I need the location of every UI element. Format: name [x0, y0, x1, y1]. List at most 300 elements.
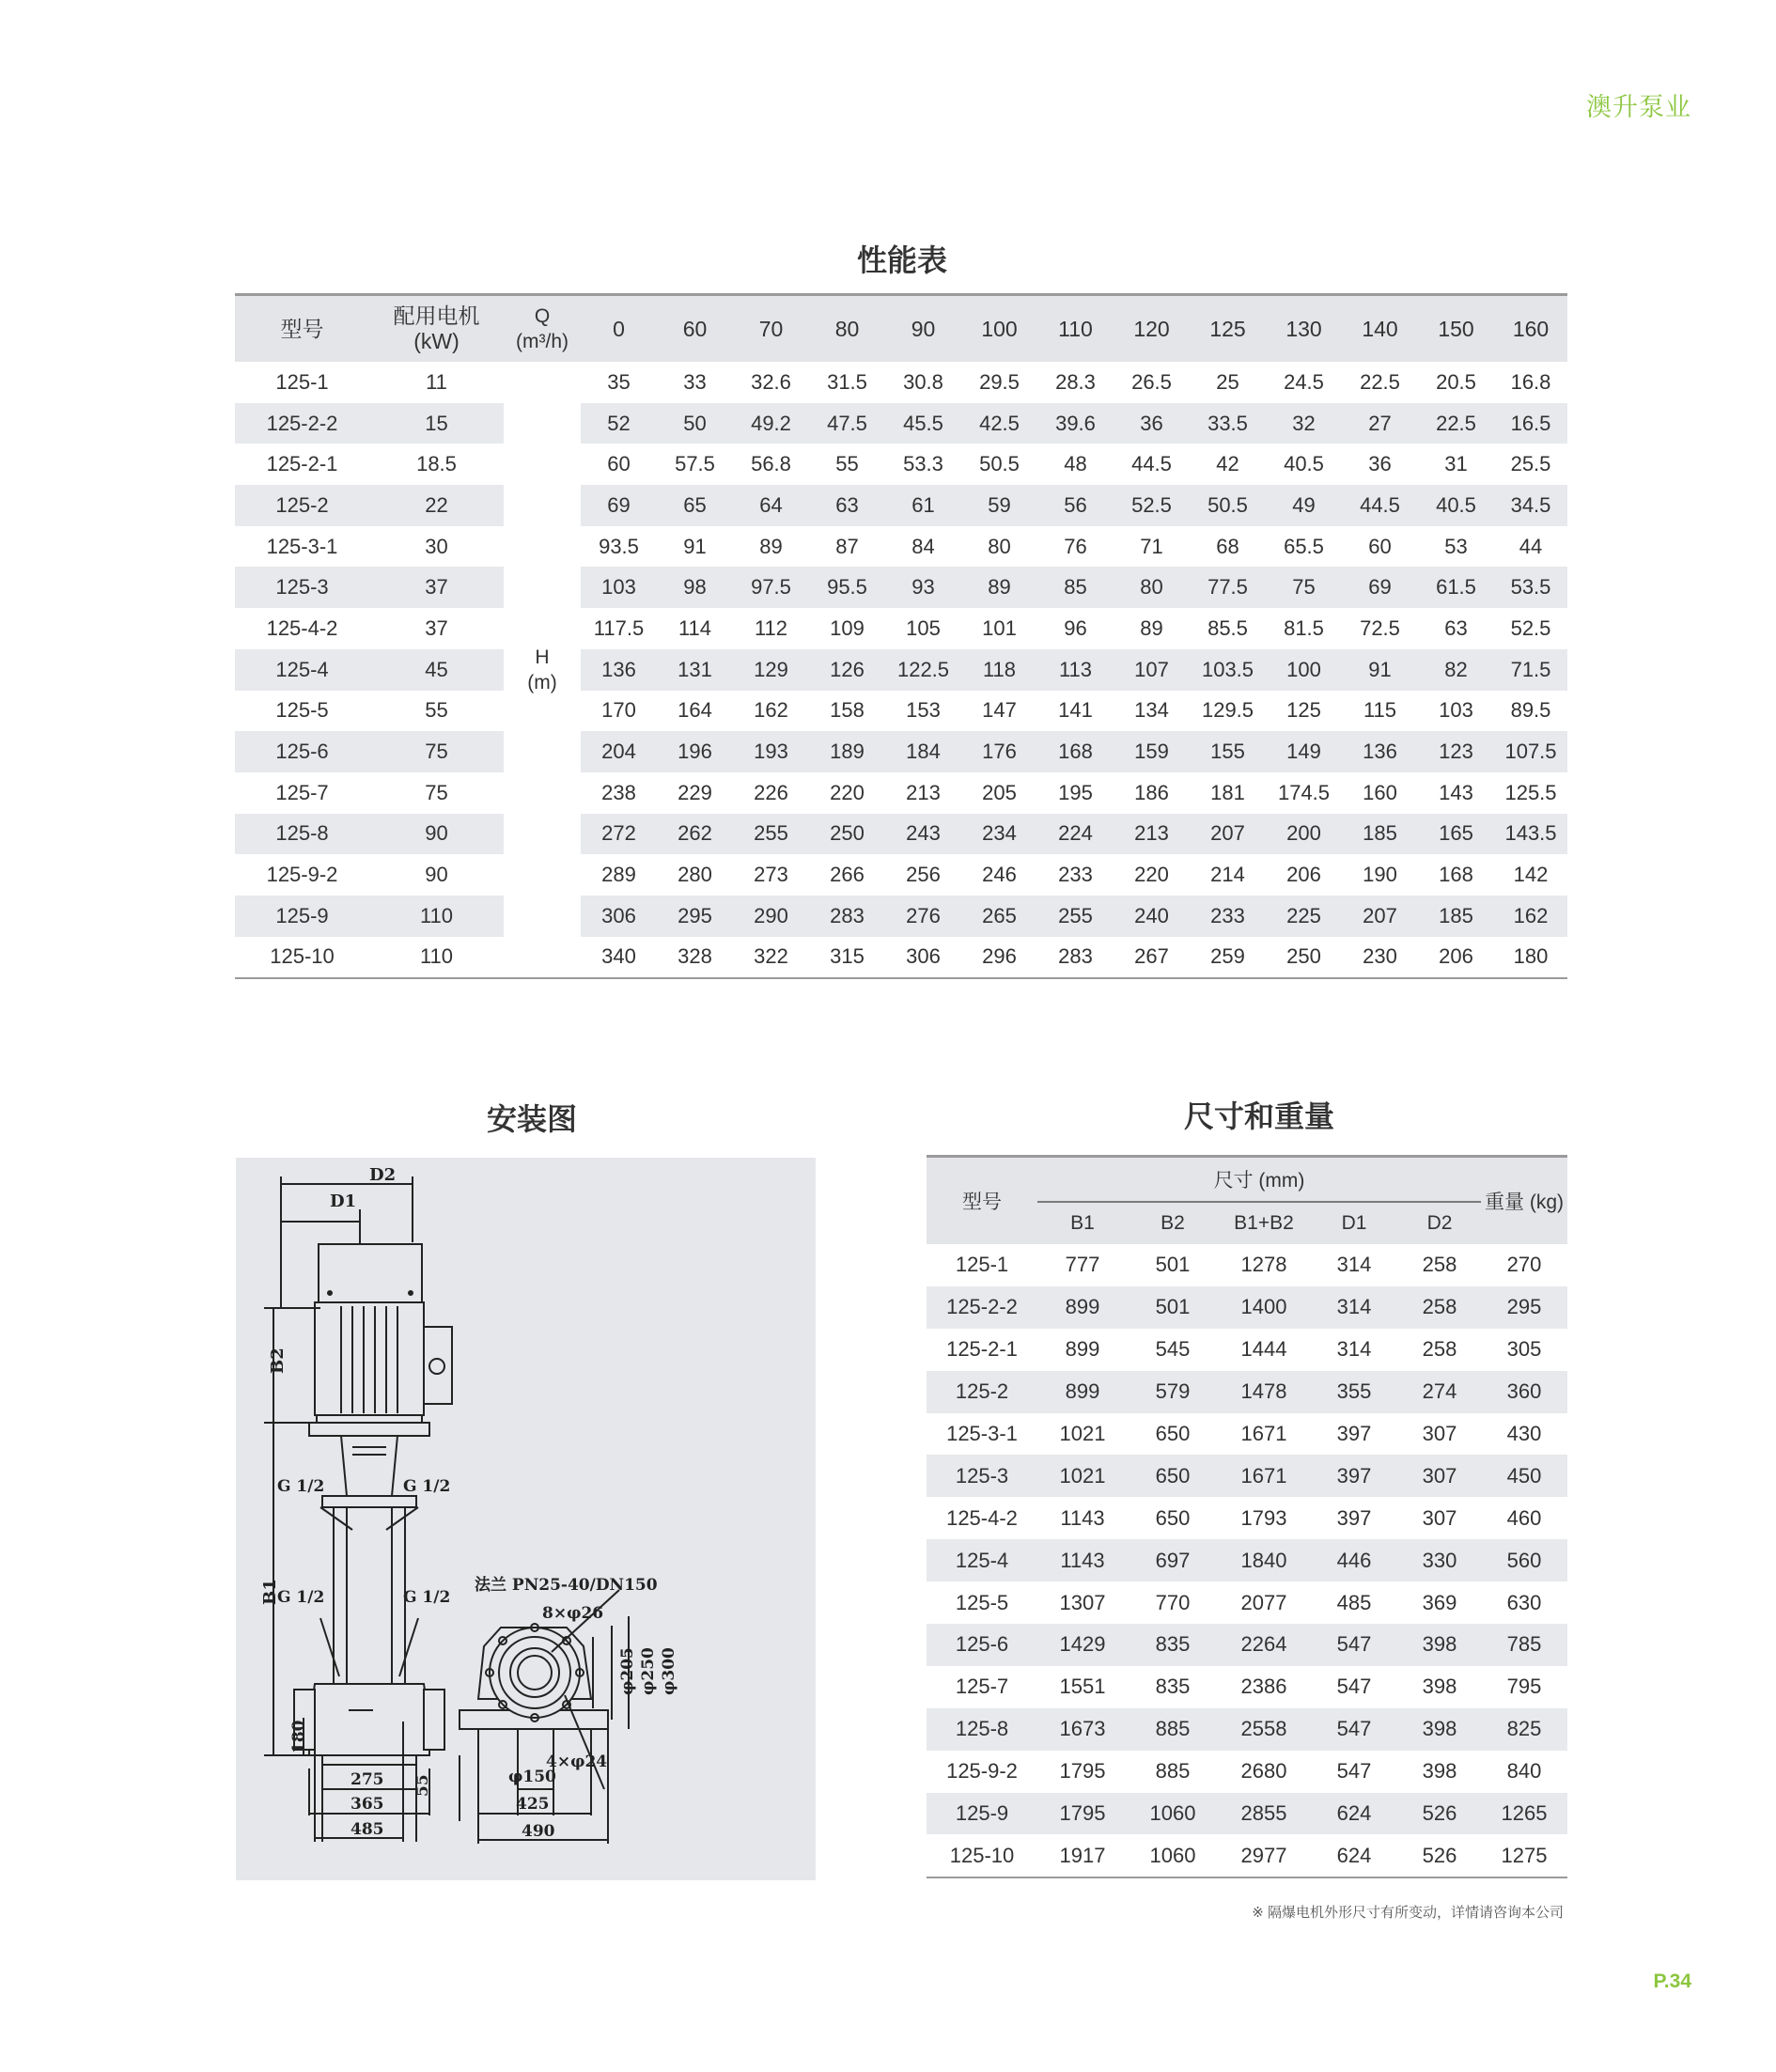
head-value-cell: 131: [657, 649, 733, 691]
dimension-cell: 258: [1422, 1337, 1457, 1362]
head-value-cell: 315: [830, 944, 865, 969]
dimension-cell: 650: [1128, 1455, 1218, 1497]
weight-cell: 270: [1506, 1253, 1542, 1277]
dimension-cell: 547: [1336, 1759, 1372, 1784]
head-value-cell: 105: [906, 615, 941, 640]
head-value-cell: 142: [1513, 863, 1549, 887]
dimension-cell: 2558: [1218, 1708, 1310, 1751]
weight-cell: 430: [1506, 1422, 1542, 1445]
head-value-cell: 112: [754, 615, 788, 640]
head-value-cell: 134: [1134, 698, 1169, 723]
motor-power-cell: 15: [369, 403, 504, 444]
weight-cell: 840: [1506, 1759, 1542, 1784]
head-value-cell: 289: [601, 863, 636, 887]
table-row: [235, 691, 1567, 732]
head-value-cell: 24.5: [1284, 369, 1324, 394]
table-row: [927, 1286, 1567, 1329]
model-cell: 125-4-2: [266, 615, 338, 640]
dimension-cell: 650: [1155, 1505, 1191, 1530]
head-value-cell: 149: [1266, 731, 1342, 772]
dimension-cell: 1307: [1059, 1590, 1106, 1614]
head-value-cell: 26.5: [1131, 369, 1172, 394]
model-cell: 125-7: [275, 780, 329, 804]
dimension-cell: 1400: [1218, 1286, 1310, 1329]
page-number: P.34: [1653, 1971, 1691, 1992]
head-value-cell: 97.5: [733, 567, 809, 608]
table-row: [927, 1455, 1567, 1497]
head-value-cell: 185: [1342, 814, 1418, 855]
dims-header-model: 型号: [927, 1157, 1037, 1245]
head-value-cell: 229: [678, 780, 712, 804]
model-cell: 125-4-2: [946, 1505, 1018, 1530]
dimension-cell: 398: [1398, 1624, 1481, 1666]
head-value-cell: 113: [1037, 649, 1114, 691]
head-value-cell: 328: [678, 944, 712, 969]
head-value-cell: 265: [961, 896, 1037, 937]
dimension-cell: 485: [1336, 1590, 1372, 1614]
head-value-cell: 16.8: [1510, 369, 1551, 394]
footnote: ※ 隔爆电机外形尺寸有所变动，详情请咨询本公司: [1252, 1905, 1564, 1921]
head-value-cell: 16.5: [1494, 403, 1567, 444]
head-value-cell: 123: [1418, 731, 1494, 772]
dimension-cell: 1551: [1059, 1675, 1106, 1699]
motor-power-cell: 37: [425, 615, 448, 640]
head-value-cell: 107: [1114, 649, 1190, 691]
head-value-cell: 280: [678, 863, 712, 887]
motor-power-cell: 90: [425, 863, 448, 887]
dimension-cell: 1478: [1218, 1371, 1310, 1413]
dimension-cell: 770: [1155, 1590, 1191, 1614]
head-value-cell: 101: [982, 615, 1017, 640]
label-flange: 法兰 PN25-40/DN150: [475, 1576, 658, 1595]
label-b2: B2: [268, 1348, 288, 1374]
dimension-cell: 1444: [1240, 1337, 1287, 1362]
model-cell: 125-10: [270, 944, 335, 969]
table-row: [927, 1244, 1567, 1286]
head-value-cell: 296: [982, 944, 1017, 969]
head-value-cell: 40.5: [1418, 485, 1494, 526]
head-value-cell: 60: [1368, 534, 1392, 558]
header-q: [504, 295, 581, 363]
dimension-cell: 526: [1422, 1843, 1457, 1867]
head-value-cell: 262: [657, 814, 733, 855]
model-cell: 125-1: [955, 1253, 1009, 1277]
table-row: [235, 731, 1567, 772]
head-value-cell: 233: [1058, 863, 1093, 887]
label-g12: G 1/2: [403, 1588, 451, 1607]
dimension-cell: 258: [1422, 1253, 1457, 1277]
dimension-cell: 330: [1398, 1539, 1481, 1581]
motor-power-cell: 75: [425, 780, 448, 804]
label-anchor-holes: 4×φ24: [546, 1753, 608, 1771]
model-cell: 125-2: [927, 1371, 1037, 1413]
head-value-cell: 189: [809, 731, 885, 772]
flow-header: 60: [657, 295, 733, 363]
head-value-cell: 33.5: [1190, 403, 1266, 444]
head-value-cell: 87: [835, 534, 859, 558]
model-cell: 125-8: [235, 814, 369, 855]
head-value-cell: 22.5: [1418, 403, 1494, 444]
label-d250: φ250: [639, 1647, 658, 1695]
model-cell: 125-10: [949, 1843, 1015, 1867]
dimension-cell: 501: [1155, 1253, 1191, 1277]
label-d300: φ300: [660, 1647, 678, 1695]
weight-cell: 795: [1506, 1675, 1542, 1699]
head-value-cell: 72.5: [1360, 615, 1400, 640]
label-275: 275: [351, 1770, 384, 1789]
head-value-cell: 52.5: [1114, 485, 1190, 526]
table-row: [927, 1751, 1567, 1793]
dimension-cell: 899: [1065, 1337, 1100, 1362]
table-row: [235, 854, 1567, 896]
head-value-cell: 25.5: [1510, 452, 1551, 476]
table-row: [927, 1539, 1567, 1581]
dims-subheader: B2: [1128, 1202, 1218, 1244]
head-value-cell: 272: [581, 814, 657, 855]
head-value-cell: 125: [1286, 698, 1321, 723]
motor-power-cell: 37: [369, 567, 504, 608]
model-cell: 125-9: [235, 896, 369, 937]
head-value-cell: 50: [657, 403, 733, 444]
dimension-cell: 1278: [1240, 1253, 1287, 1277]
head-value-cell: 95.5: [809, 567, 885, 608]
head-value-cell: 81.5: [1284, 615, 1324, 640]
head-value-cell: 143: [1439, 780, 1473, 804]
dimension-cell: 885: [1128, 1708, 1218, 1751]
dimension-cell: 526: [1398, 1793, 1481, 1835]
head-value-cell: 266: [830, 863, 865, 887]
model-cell: 125-2-2: [235, 403, 369, 444]
head-value-cell: 147: [982, 698, 1017, 723]
head-value-cell: 61.5: [1418, 567, 1494, 608]
dimension-cell: 398: [1398, 1708, 1481, 1751]
head-value-cell: 71: [1140, 534, 1163, 558]
head-value-cell: 91: [683, 534, 707, 558]
head-value-cell: 36: [1368, 452, 1392, 476]
dimension-cell: 501: [1128, 1286, 1218, 1329]
dimension-cell: 258: [1398, 1286, 1481, 1329]
head-value-cell: 31.5: [827, 369, 867, 394]
head-value-cell: 255: [733, 814, 809, 855]
head-value-cell: 234: [961, 814, 1037, 855]
flow-header: 0: [581, 295, 657, 363]
head-value-cell: 63: [1444, 615, 1468, 640]
dims-subheader: B1: [1037, 1202, 1128, 1244]
dimensions-header-row: [927, 1157, 1567, 1203]
head-value-cell: 53.3: [903, 452, 943, 476]
head-value-cell: 29.5: [979, 369, 1020, 394]
header-motor: [369, 295, 504, 363]
head-value-cell: 50.5: [979, 452, 1020, 476]
head-value-cell: 32: [1266, 403, 1342, 444]
model-cell: 125-4: [927, 1539, 1037, 1581]
dimension-cell: 624: [1310, 1793, 1398, 1835]
head-value-cell: 162: [1494, 896, 1567, 937]
brand-name: 澳升泵业: [1586, 93, 1691, 121]
head-value-cell: 164: [678, 698, 712, 723]
head-value-cell: 89: [1140, 615, 1163, 640]
dimension-cell: 314: [1336, 1253, 1372, 1277]
dimension-cell: 398: [1422, 1759, 1457, 1784]
label-g12: G 1/2: [403, 1477, 451, 1496]
dimensions-table: [927, 1155, 1567, 1878]
weight-cell: 785: [1481, 1624, 1567, 1666]
head-value-cell: 181: [1210, 780, 1245, 804]
table-row: [927, 1666, 1567, 1708]
header-motor-name: 配用电机: [393, 304, 480, 328]
model-cell: 125-9: [927, 1793, 1037, 1835]
model-cell: 125-2-1: [266, 452, 338, 476]
head-value-cell: 226: [754, 780, 788, 804]
flow-header: 130: [1266, 295, 1342, 363]
head-value-cell: 22.5: [1360, 369, 1400, 394]
head-value-cell: 129.5: [1201, 698, 1254, 723]
head-value-cell: 71.5: [1494, 649, 1567, 691]
flow-header: 110: [1037, 295, 1114, 363]
dimension-cell: 398: [1422, 1675, 1457, 1699]
table-row: [235, 567, 1567, 608]
head-value-cell: 168: [1037, 731, 1114, 772]
dimension-cell: 369: [1422, 1590, 1457, 1614]
head-value-cell: 170: [601, 698, 636, 723]
head-value-cell: 82: [1418, 649, 1494, 691]
dimension-cell: 397: [1310, 1455, 1398, 1497]
flow-header: 70: [733, 295, 809, 363]
head-value-cell: 49: [1266, 485, 1342, 526]
head-value-cell: 214: [1210, 863, 1245, 887]
head-symbol: H: [535, 646, 550, 668]
dimension-cell: 1143: [1037, 1539, 1128, 1581]
head-value-cell: 103.5: [1190, 649, 1266, 691]
dims-subheader: B1+B2: [1218, 1202, 1310, 1244]
head-value-cell: 100: [1266, 649, 1342, 691]
weight-cell: 295: [1481, 1286, 1567, 1329]
dimension-cell: 1143: [1060, 1505, 1105, 1530]
label-d2: D2: [369, 1165, 397, 1185]
head-value-cell: 162: [754, 698, 788, 723]
dimension-cell: 307: [1422, 1422, 1457, 1445]
header-motor-unit: (kW): [413, 329, 460, 353]
head-value-cell: 89: [961, 567, 1037, 608]
head-value-cell: 65.5: [1284, 534, 1324, 558]
head-value-cell: 143.5: [1494, 814, 1567, 855]
head-value-cell: 168: [1439, 863, 1473, 887]
motor-power-cell: 55: [425, 698, 448, 723]
head-value-cell: 190: [1363, 863, 1397, 887]
model-cell: 125-3: [927, 1455, 1037, 1497]
head-value-cell: 220: [1134, 863, 1169, 887]
label-55: 55: [413, 1774, 432, 1797]
dimension-cell: 547: [1310, 1708, 1398, 1751]
head-value-cell: 195: [1058, 780, 1093, 804]
head-value-cell: 55: [835, 452, 859, 476]
dimension-cell: 579: [1128, 1371, 1218, 1413]
head-value-cell: 206: [1439, 944, 1473, 969]
table-row: [927, 1708, 1567, 1751]
head-value-cell: 240: [1114, 896, 1190, 937]
dimension-cell: 1021: [1059, 1422, 1106, 1445]
dimension-cell: 545: [1155, 1337, 1191, 1362]
head-value-cell: 69: [581, 485, 657, 526]
head-value-cell: 256: [906, 863, 941, 887]
head-value-cell: 52: [581, 403, 657, 444]
head-value-cell: 193: [733, 731, 809, 772]
label-490: 490: [522, 1822, 555, 1841]
head-value-cell: 65: [657, 485, 733, 526]
weight-cell: 560: [1481, 1539, 1567, 1581]
head-value-cell: 322: [754, 944, 788, 969]
weight-cell: 460: [1506, 1505, 1542, 1530]
dimension-cell: 2680: [1240, 1759, 1287, 1784]
dimension-cell: 1060: [1149, 1843, 1196, 1867]
head-value-cell: 69: [1342, 567, 1418, 608]
head-value-cell: 206: [1286, 863, 1321, 887]
head-value-cell: 295: [657, 896, 733, 937]
model-cell: 125-2: [235, 485, 369, 526]
head-value-cell: 200: [1266, 814, 1342, 855]
flow-header: 120: [1114, 295, 1190, 363]
head-value-cell: 250: [809, 814, 885, 855]
dimension-cell: 650: [1155, 1422, 1191, 1445]
table-row: [927, 1793, 1567, 1835]
head-value-cell: 160: [1363, 780, 1397, 804]
label-d1: D1: [330, 1192, 357, 1211]
dimension-cell: 314: [1310, 1286, 1398, 1329]
label-bolt-holes: 8×φ26: [542, 1604, 604, 1623]
head-value-cell: 246: [982, 863, 1017, 887]
head-value-cell: 103: [581, 567, 657, 608]
model-cell: 125-5: [955, 1590, 1009, 1614]
head-value-cell: 207: [1342, 896, 1418, 937]
head-value-cell: 77.5: [1190, 567, 1266, 608]
dimension-cell: 835: [1155, 1675, 1191, 1699]
head-value-cell: 306: [581, 896, 657, 937]
dims-header-group: 尺寸 (mm): [1037, 1157, 1481, 1203]
label-d205: φ205: [618, 1647, 637, 1695]
head-value-cell: 93.5: [599, 534, 639, 558]
head-value-cell: 185: [1418, 896, 1494, 937]
head-value-cell: 56: [1037, 485, 1114, 526]
dimension-cell: 1671: [1240, 1422, 1287, 1445]
head-value-cell: 93: [885, 567, 961, 608]
head-value-cell: 42.5: [961, 403, 1037, 444]
head-value-cell: 91: [1342, 649, 1418, 691]
head-value-cell: 56.8: [751, 452, 791, 476]
head-value-cell: 84: [911, 534, 935, 558]
head-value-cell: 186: [1134, 780, 1169, 804]
dimension-cell: 2977: [1240, 1843, 1287, 1867]
flow-header: 100: [961, 295, 1037, 363]
table-row: [235, 896, 1567, 937]
table-row: [235, 485, 1567, 526]
head-value-cell: 340: [601, 944, 636, 969]
table-row: [235, 772, 1567, 814]
table-row: [235, 444, 1567, 485]
model-cell: 125-8: [927, 1708, 1037, 1751]
dimension-cell: 1917: [1059, 1843, 1106, 1867]
model-cell: 125-6: [927, 1624, 1037, 1666]
model-cell: 125-4: [235, 649, 369, 691]
dimension-cell: 307: [1398, 1455, 1481, 1497]
motor-power-cell: 110: [369, 896, 504, 937]
header-q-unit: (m³/h): [516, 331, 569, 352]
dims-subheader: D1: [1310, 1202, 1398, 1244]
head-value-cell: 30.8: [903, 369, 943, 394]
dimension-cell: 274: [1398, 1371, 1481, 1413]
weight-cell: 1275: [1501, 1843, 1548, 1867]
head-value-cell: 34.5: [1494, 485, 1567, 526]
head-value-cell: 44: [1519, 534, 1543, 558]
model-cell: 125-7: [955, 1675, 1009, 1699]
table-row: [927, 1497, 1567, 1539]
head-value-cell: 39.6: [1037, 403, 1114, 444]
dimension-cell: 307: [1422, 1505, 1457, 1530]
dimension-cell: 1795: [1037, 1793, 1128, 1835]
table-row: [235, 937, 1567, 979]
head-value-cell: 118: [961, 649, 1037, 691]
head-value-cell: 207: [1190, 814, 1266, 855]
head-value-cell: 126: [809, 649, 885, 691]
head-value-cell: 61: [885, 485, 961, 526]
dimensions-title: 尺寸和重量: [1183, 1098, 1334, 1134]
dimension-cell: 397: [1336, 1505, 1372, 1530]
head-value-cell: 80: [1114, 567, 1190, 608]
label-g12: G 1/2: [277, 1477, 325, 1496]
motor-power-cell: 110: [419, 944, 454, 969]
head-value-cell: 250: [1286, 944, 1321, 969]
weight-cell: 825: [1481, 1708, 1567, 1751]
head-value-cell: 225: [1266, 896, 1342, 937]
flow-header: 80: [809, 295, 885, 363]
dimension-cell: 2264: [1218, 1624, 1310, 1666]
table-row: [235, 649, 1567, 691]
head-value-cell: 89: [759, 534, 783, 558]
model-cell: 125-3-1: [946, 1422, 1018, 1445]
head-value-cell: 259: [1210, 944, 1245, 969]
head-value-cell: 32.6: [751, 369, 791, 394]
dimension-cell: 2077: [1240, 1590, 1287, 1614]
model-cell: 125-5: [275, 698, 329, 723]
model-cell: 125-6: [235, 731, 369, 772]
header-q-symbol: Q: [534, 305, 551, 327]
head-value-cell: 27: [1342, 403, 1418, 444]
head-value-cell: 89.5: [1510, 698, 1551, 723]
model-cell: 125-9-2: [946, 1759, 1018, 1784]
label-425: 425: [516, 1795, 550, 1814]
flow-header: 140: [1342, 295, 1418, 363]
head-unit: (m): [527, 671, 557, 693]
head-value-cell: 28.3: [1055, 369, 1096, 394]
head-value-cell: 80: [988, 534, 1011, 558]
head-value-cell: 53.5: [1494, 567, 1567, 608]
head-value-cell: 243: [885, 814, 961, 855]
head-value-cell: 204: [581, 731, 657, 772]
dimension-cell: 355: [1310, 1371, 1398, 1413]
head-value-cell: 48: [1064, 452, 1087, 476]
motor-power-cell: 18.5: [416, 452, 457, 476]
dimension-cell: 1795: [1059, 1759, 1106, 1784]
head-value-cell: 136: [581, 649, 657, 691]
weight-cell: 360: [1481, 1371, 1567, 1413]
dimension-cell: 899: [1037, 1286, 1128, 1329]
dimension-cell: 2386: [1240, 1675, 1287, 1699]
head-value-cell: 85: [1037, 567, 1114, 608]
head-value-cell: 176: [961, 731, 1037, 772]
label-b1: B1: [260, 1579, 280, 1605]
head-value-cell: 196: [657, 731, 733, 772]
head-value-cell: 109: [830, 615, 865, 640]
head-value-cell: 36: [1114, 403, 1190, 444]
